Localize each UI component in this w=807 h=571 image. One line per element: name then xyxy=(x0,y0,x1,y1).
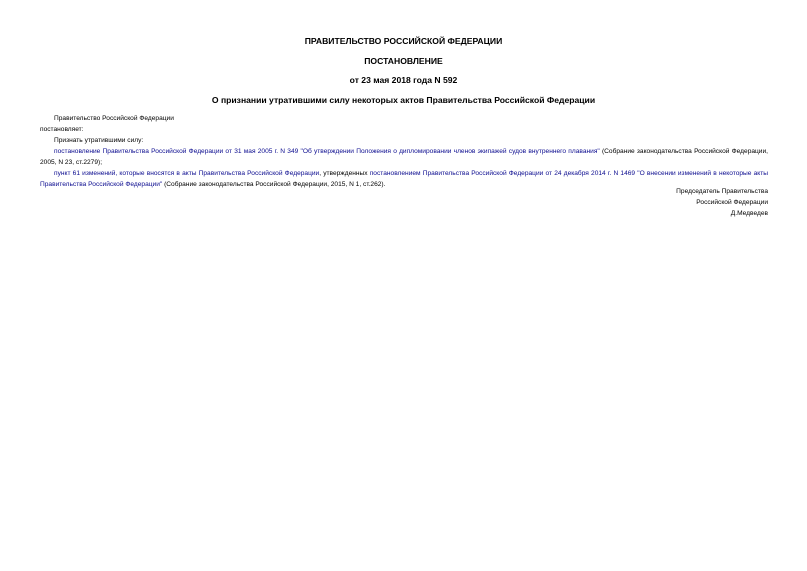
repealed-item-2 xyxy=(40,168,768,190)
document-type-heading: ПОСТАНОВЛЕНИЕ xyxy=(364,56,443,66)
signature-organization: Российской Федерации xyxy=(696,199,768,206)
repealed-item-1-source: (Собрание законодательства Российской Федерации, 2005, N 23, ст.2279); xyxy=(40,148,768,166)
signature-position: Председатель Правительства xyxy=(676,188,768,195)
resolution-1469-link[interactable]: постановлением Правительства Российской Федерации от 24 декабря 2014 г. N 1469 "О внесении изменений в некоторые акты Правительства Российской Федерации" xyxy=(40,170,768,188)
recognize-line: Признать утратившими силу: xyxy=(54,137,144,144)
repealed-item-2-source: (Собрание законодательства Российской Федерации, 2015, N 1, ст.262). xyxy=(162,181,386,188)
signature-block xyxy=(676,186,768,219)
document-body xyxy=(40,113,768,190)
repealed-item-1 xyxy=(40,146,768,168)
repealed-item-2-middle: , утвержденных xyxy=(319,170,370,177)
intro-line-2: постановляет: xyxy=(40,126,84,133)
government-heading: ПРАВИТЕЛЬСТВО РОССИЙСКОЙ ФЕДЕРАЦИИ xyxy=(304,36,503,46)
signature-name: Д.Медведев xyxy=(730,210,768,217)
document-title: О признании утратившими силу некоторых актов Правительства Российской Федерации xyxy=(211,95,596,105)
date-number-heading: от 23 мая 2018 года N 592 xyxy=(349,75,458,85)
item-61-changes-link[interactable]: пункт 61 изменений, которые вносятся в акты Правительства Российской Федерации xyxy=(54,170,320,177)
resolution-349-link[interactable]: постановление Правительства Российской Федерации от 31 мая 2005 г. N 349 "Об утверждении Положения о дипломировании членов экипажей судов внутреннего плавания" xyxy=(54,148,600,155)
intro-line-1: Правительство Российской Федерации xyxy=(54,115,174,122)
